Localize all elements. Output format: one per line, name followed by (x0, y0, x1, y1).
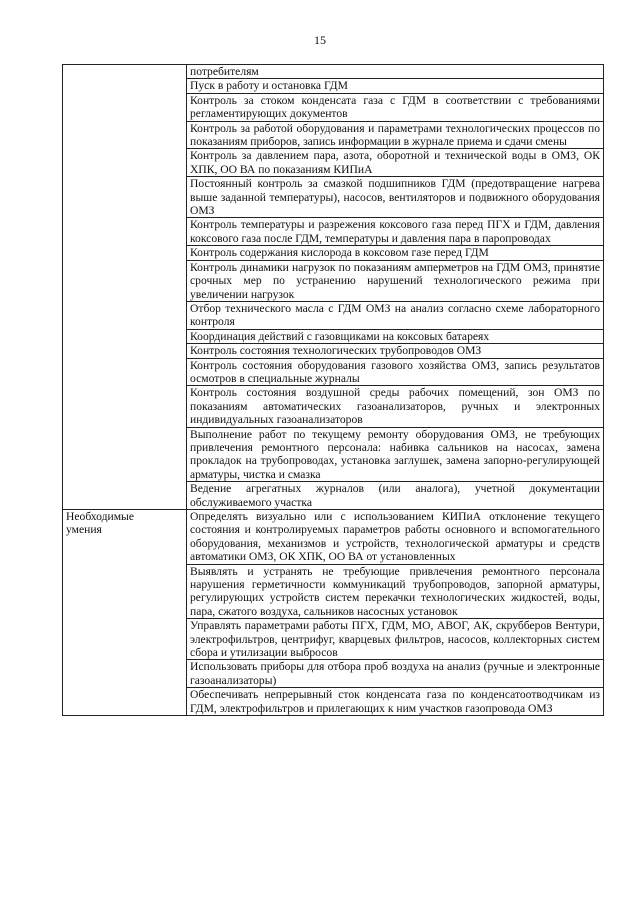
table-cell: Использовать приборы для отбора проб воздуха на анализ (ручные и электронные газоанализаторы) (187, 660, 604, 688)
table-cell: Контроль за стоком конденсата газа с ГДМ в соответствии с требованиями регламентирующих документов (187, 93, 604, 121)
competency-table (62, 64, 604, 716)
table-cell: Контроль за работой оборудования и параметрами технологических процессов по показаниям приборов, запись информации в журнале приема и сдачи смены (187, 121, 604, 149)
table-cell: Отбор технического масла с ГДМ ОМЗ на анализ согласно схеме лабораторного контроля (187, 301, 604, 329)
table-cell: Ведение агрегатных журналов (или аналога), учетной документации обслуживаемого участка (187, 482, 604, 510)
table-cell: Контроль состояния оборудования газового хозяйства ОМЗ, запись результатов осмотров в специальные журналы (187, 358, 604, 386)
required-skills-label-cell (63, 510, 187, 716)
table-cell: Координация действий с газовщиками на коксовых батареях (187, 329, 604, 343)
table-row (63, 510, 604, 565)
labor-actions-label-cell (63, 65, 187, 510)
table-row (63, 65, 604, 79)
table-cell: Пуск в работу и остановка ГДМ (187, 79, 604, 93)
table-cell: Контроль состояния воздушной среды рабочих помещений, зон ОМЗ по показаниям автоматических газоанализаторов, ручных и электронных индивидуальных газоанализаторов (187, 386, 604, 427)
section-label: умения (66, 523, 102, 537)
section-label: Необходимые (66, 510, 134, 523)
table-cell: Выполнение работ по текущему ремонту оборудования ОМЗ, не требующих привлечения ремонтного персонала: набивка сальников на насосах, замена прокладок на трубопроводах, установка заглушек, замена запорно-регулирующей арматуры, чистка и смазка (187, 427, 604, 482)
table-cell: потребителям (187, 65, 604, 79)
page-number: 15 (314, 33, 326, 47)
table-cell: Определять визуально или с использованием КИПиА отклонение текущего состояния и контролируемых параметров работы основного и вспомогательного оборудования, механизмов и устройств, технологической арматуры и средств автоматики ОМЗ, ОК ХПК, ОО ВА от установленных (187, 510, 604, 565)
table-cell: Контроль динамики нагрузок по показаниям амперметров на ГДМ ОМЗ, принятие срочных мер по устранению нарушений технологического режима при увеличении нагрузок (187, 260, 604, 301)
table-cell: Выявлять и устранять не требующие привлечения ремонтного персонала нарушения герметичности коммуникаций трубопроводов, запорной арматуры, регулирующих устройств систем перекачки технологических жидкостей, воды, пара, сжатого воздуха, сальников насосных установок (187, 564, 604, 619)
table-cell: Обеспечивать непрерывный сток конденсата газа по конденсатоотводчикам из ГДМ, электрофильтров и прилегающих к ним участков газопровода ОМЗ (187, 688, 604, 716)
table-cell: Управлять параметрами работы ПГХ, ГДМ, МО, АВОГ, АК, скрубберов Вентури, электрофильтров, центрифуг, кварцевых фильтров, насосов, коллекторных систем сбора и утилизации выбросов (187, 619, 604, 660)
table-cell: Контроль состояния технологических трубопроводов ОМЗ (187, 344, 604, 358)
table-cell: Постоянный контроль за смазкой подшипников ГДМ (предотвращение нагрева выше заданной температуры), насосов, вентиляторов и подвижного оборудования ОМЗ (187, 177, 604, 218)
table-cell: Контроль содержания кислорода в коксовом газе перед ГДМ (187, 246, 604, 260)
table-cell: Контроль температуры и разрежения коксового газа перед ПГХ и ГДМ, давления коксового газа после ГДМ, температуры и давления пара в паропроводах (187, 218, 604, 246)
table-cell: Контроль за давлением пара, азота, оборотной и технической воды в ОМЗ, ОК ХПК, ОО ВА по показаниям КИПиА (187, 149, 604, 177)
